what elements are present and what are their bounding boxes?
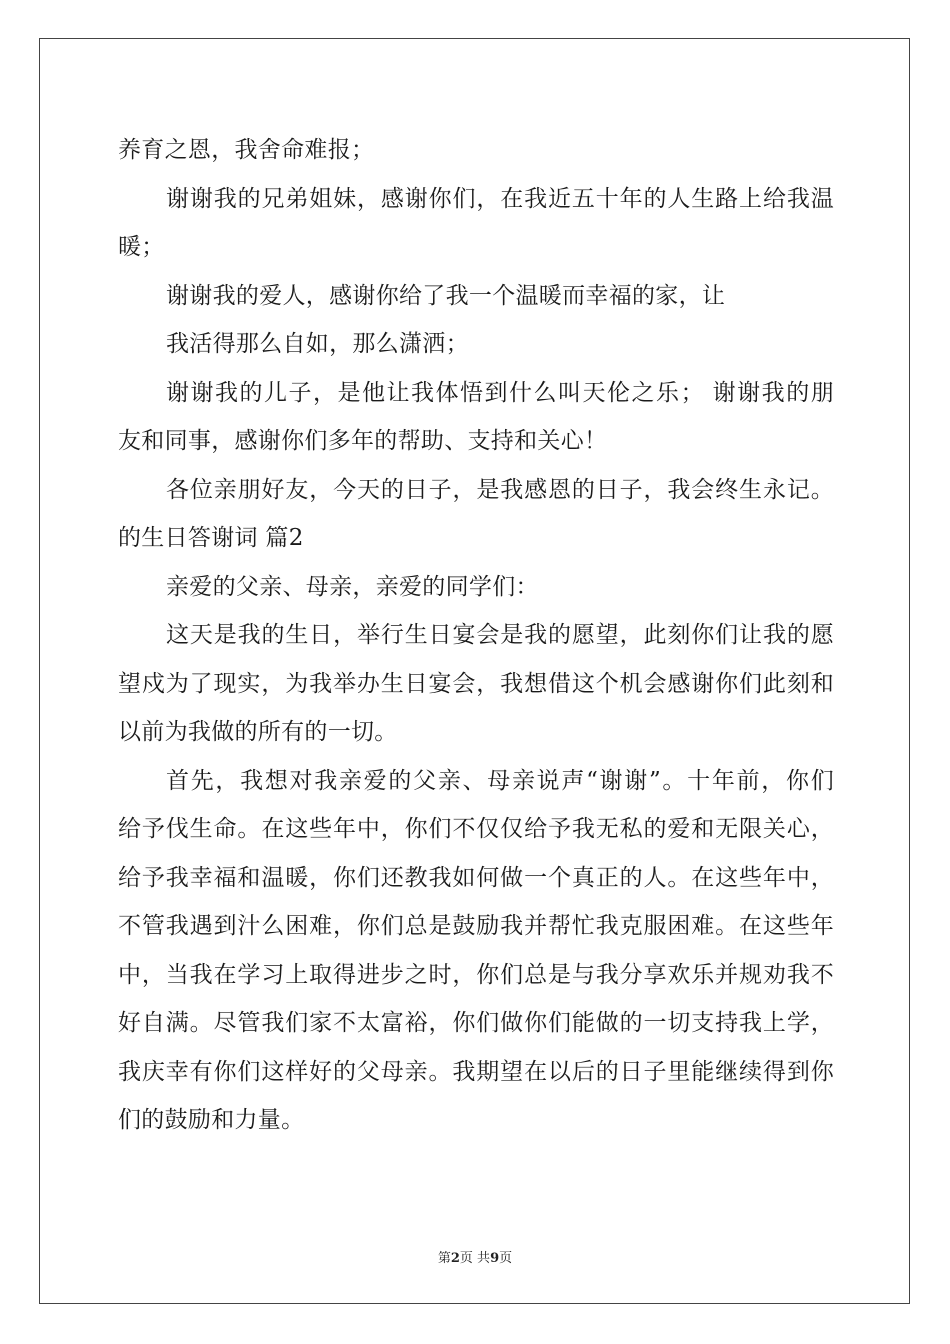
text-line: 养育之恩，我舍命难报；: [118, 137, 375, 163]
text-line: 给予伐生命。在这些年中，你们不仅仅给予我无私的爱和无限关心，: [118, 816, 834, 842]
total-pages: 9: [490, 1251, 500, 1266]
text-line: 给予我幸福和温暖，你们还教我如何做一个真正的人。在这些年中，: [118, 864, 834, 891]
page-prefix: 第: [437, 1251, 451, 1266]
text-line: 好自满。尽管我们家不太富裕，你们做你们能做的一切支持我上学，: [118, 1010, 834, 1036]
document-body: [118, 126, 834, 1145]
page-footer: [0, 1247, 950, 1266]
text-line: 我庆幸有你们这样好的父母亲。我期望在以后的日子里能继续得到你: [118, 1058, 834, 1085]
page-suffix: 页: [499, 1251, 513, 1266]
text-line: 亲爱的父亲、母亲，亲爱的同学们：: [166, 573, 539, 600]
text-line: 各位亲朋好友，今天的日子，是我感恩的日子，我会终生永记。: [166, 476, 834, 503]
page-number: 2: [450, 1251, 460, 1266]
text-line: 友和同事，感谢你们多年的帮助、支持和关心！: [118, 428, 608, 454]
text-line: 不管我遇到汁么困难，你们总是鼓励我并帮忙我克服困难。在这些年: [118, 913, 834, 939]
text-line: 们的鼓励和力量。: [118, 1107, 305, 1133]
text-line: 首先，我想对我亲爱的父亲、母亲说声“谢谢”。十年前，你们: [166, 767, 834, 794]
text-line: 谢谢我的儿子，是他让我体悟到什么叫天伦之乐； 谢谢我的朋: [166, 379, 834, 406]
text-line: 暖；: [118, 234, 165, 260]
page-mid: 页 共: [459, 1251, 491, 1266]
text-line: 谢谢我的爱人，感谢你给了我一个温暖而幸福的家，让: [166, 282, 726, 309]
text-line: 望戍为了现实，为我举办生日宴会，我想借这个机会感谢你们此刻和: [118, 670, 834, 697]
text-line: 这天是我的生日，举行生日宴会是我的愿望，此刻你们让我的愿: [166, 622, 834, 648]
section-heading: 的生日答谢词 篇2: [118, 525, 304, 551]
text-line: 我活得那么自如，那么潇洒；: [166, 331, 469, 357]
text-line: 中，当我在学习上取得进步之时，你们总是与我分享欢乐并规劝我不: [118, 961, 834, 988]
text-line: 以前为我做的所有的一切。: [118, 719, 398, 745]
text-line: 谢谢我的兄弟姐妹，感谢你们，在我近五十年的人生路上给我温: [166, 185, 834, 212]
